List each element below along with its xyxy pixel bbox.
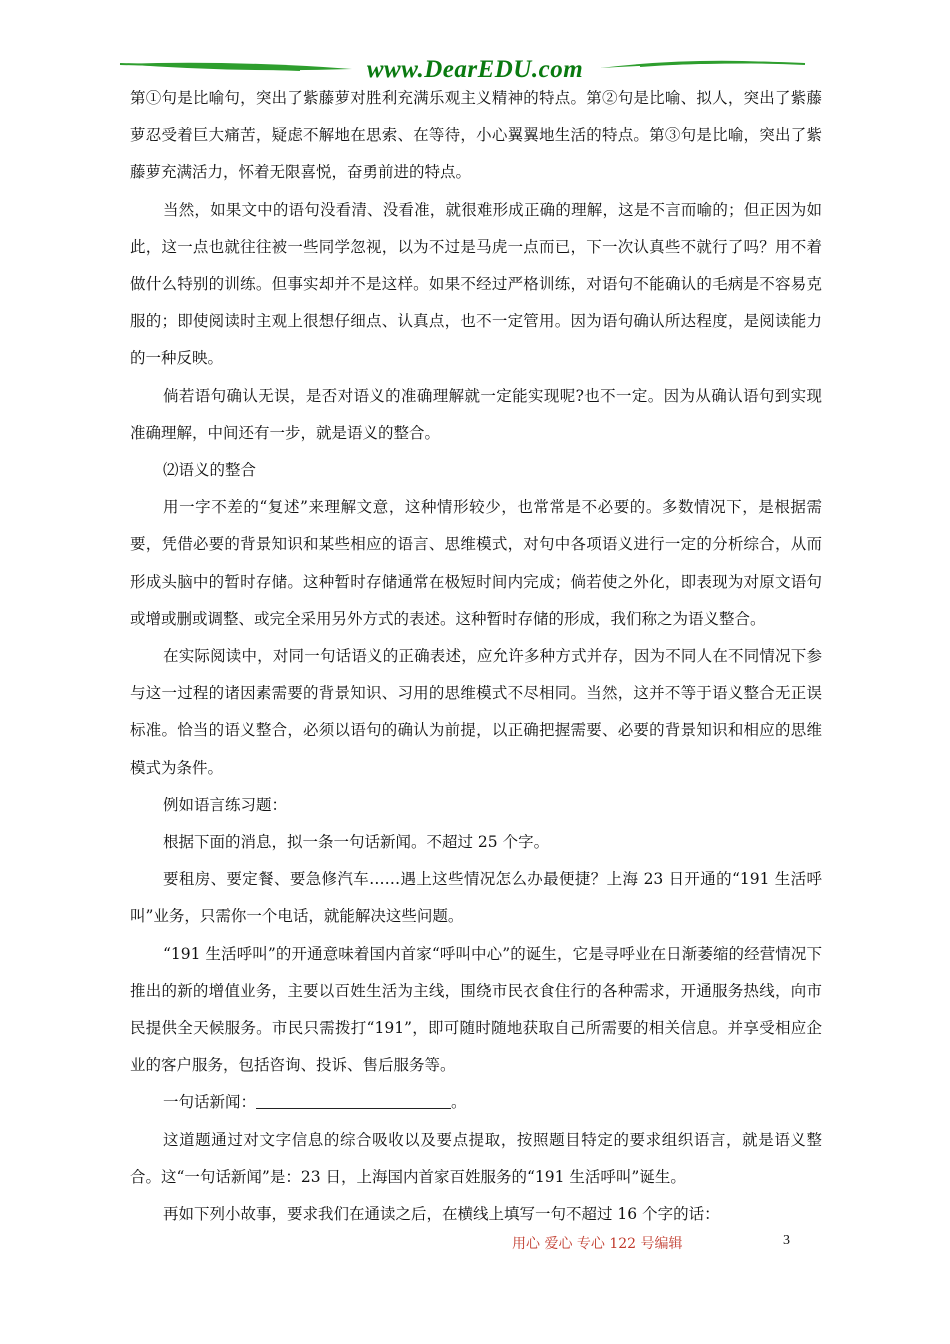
paragraph-news-2: “191 生活呼叫”的开通意味着国内首家“呼叫中心”的诞生，它是寻呼业在日渐萎缩的经营情况下推出的新的增值业务，主要以百姓生活为主线，围绕市民衣食住行的各种需求，开通服务热线，向市民提供全天候服务。市民只需拨打“191”，即可随时随地获取自己所需要的相关信息。并享受相应企业的客户服务，包括咨询、投诉、售后服务等。 (130, 944, 822, 1075)
news-answer-label: 一句话新闻： (163, 1093, 257, 1112)
paragraph-sentence-confirmation: 当然，如果文中的语句没看清、没看准，就很难形成正确的理解，这是不言而喻的；但正因为如此，这一点也就往往被一些同学忽视，以为不过是马虎一点而已，下一次认真些不就行了吗？用不着做什么特别的训练。但事实却并不是这样。如果不经过严格训练，对语句不能确认的毛病是不容易克服的；即使阅读时主观上很想仔细点、认真点，也不一定管用。因为语句确认所达程度，是阅读能力的一种反映。 (130, 200, 822, 368)
paragraph-integration-definition: 用一字不差的“复述”来理解文意，这种情形较少，也常常是不必要的。多数情况下，是根据需要，凭借必要的背景知识和某些相应的语言、思维模式，对句中各项语义进行一定的分析综合，从而形成头脑中的暂时存储。这种暂时存储通常在极短时间内完成；倘若使之外化，即表现为对原文语句或增或删或调整、或完全采用另外方式的表述。这种暂时存储的形成，我们称之为语义整合。 (130, 498, 822, 628)
page-number: 3 (783, 1233, 790, 1248)
paragraph-semantic-transition: 倘若语句确认无误，是否对语义的准确理解就一定能实现呢?也不一定。因为从确认语句到实现准确理解，中间还有一步，就是语义的整合。 (130, 386, 822, 442)
paragraph-news-1: 要租房、要定餐、要急修汽车……遇上这些情况怎么办最便捷？上海 23 日开通的“191 生活呼叫”业务，只需你一个电话，就能解决这些问题。 (130, 870, 823, 926)
page-header (0, 0, 950, 90)
answer-blank-line (256, 1092, 451, 1109)
paragraph-example-intro: 例如语言练习题： (163, 795, 288, 814)
paragraph-answer-explanation: 这道题通过对文字信息的综合吸收以及要点提取，按照题目特定的要求组织语言，就是语义整合。这“一句话新闻”是：23 日，上海国内首家百姓服务的“191 生活呼叫”诞生。 (130, 1130, 822, 1186)
section-heading-semantic-integration: ⑵语义的整合 (163, 461, 257, 480)
site-logo-text[interactable]: www.DearEDU.com (366, 56, 584, 83)
news-answer-line (130, 1084, 822, 1121)
paragraph-integration-criteria: 在实际阅读中，对同一句话语义的正确表述，应允许多种方式并存，因为不同人在不同情况下参与这一过程的诸因素需要的背景知识、习用的思维模式不尽相同。当然，这并不等于语义整合无正误标准。恰当的语义整合，必须以语句的确认为前提，以正确把握需要、必要的背景知识和相应的思维模式为条件。 (130, 647, 822, 777)
paragraph-exercise-instruction: 根据下面的消息，拟一条一句话新闻。不超过 25 个字。 (163, 833, 550, 852)
document-body (130, 80, 822, 1233)
paragraph-next-example: 再如下列小故事，要求我们在通读之后，在横线上填写一句不超过 16 个字的话： (163, 1205, 720, 1224)
paragraph-metaphor-analysis: 第①句是比喻句，突出了紫藤萝对胜利充满乐观主义精神的特点。第②句是比喻、拟人，突出了紫藤萝忍受着巨大痛苦，疑虑不解地在思索、在等待，小心翼翼地生活的特点。第③句是比喻，突出了紫藤萝充满活力，怀着无限喜悦，奋勇前进的特点。 (130, 89, 822, 182)
footer-editor-note: 用心 爱心 专心 122 号编辑 (512, 1236, 683, 1252)
news-answer-end: 。 (451, 1093, 467, 1112)
